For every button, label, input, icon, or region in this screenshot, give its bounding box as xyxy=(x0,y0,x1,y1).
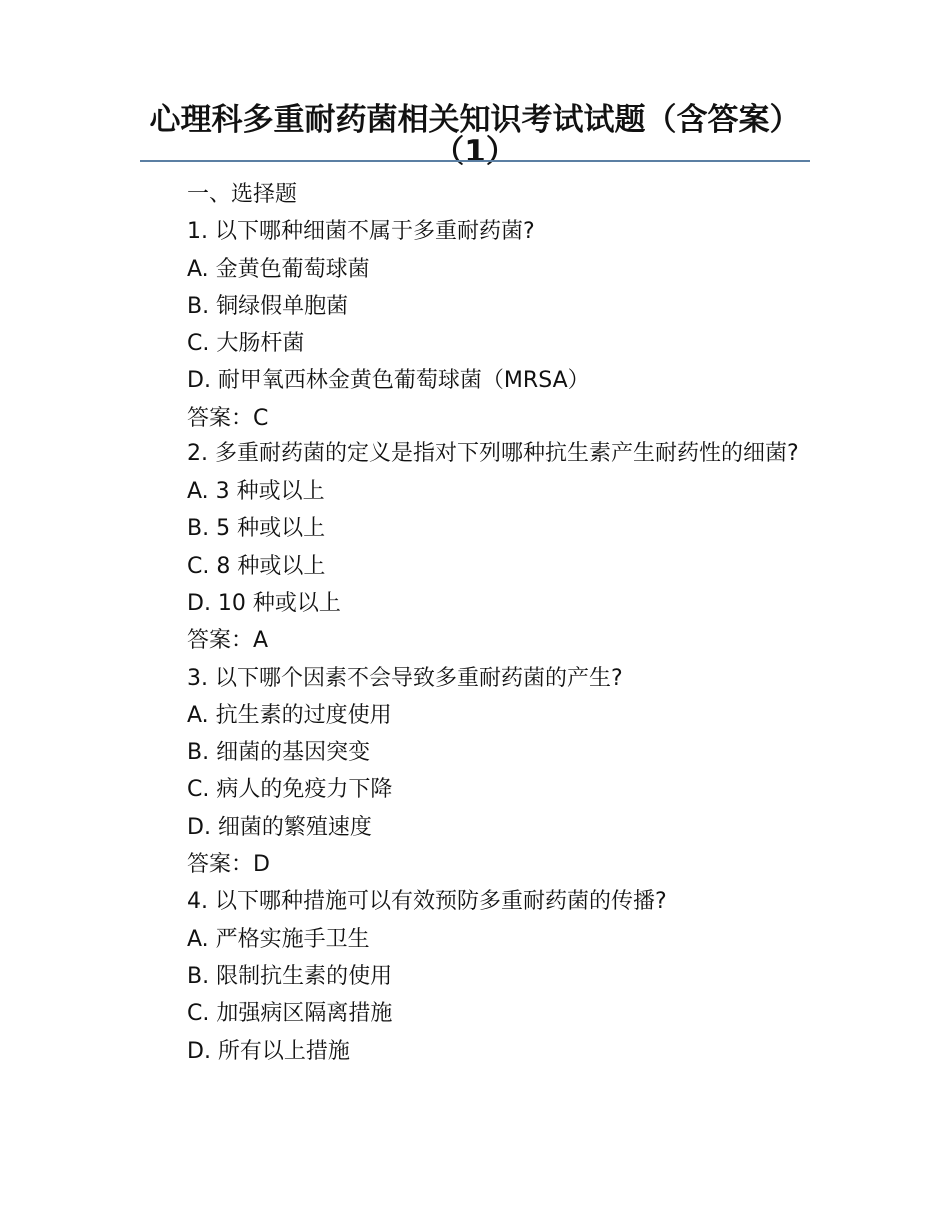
question-3: 3. 以下哪个因素不会导致多重耐药菌的产生? xyxy=(187,665,623,691)
question-2-option-b: B. 5 种或以上 xyxy=(187,516,326,542)
question-2: 2. 多重耐药菌的定义是指对下列哪种抗生素产生耐药性的细菌? xyxy=(187,441,799,467)
title-divider xyxy=(140,160,810,162)
question-2-answer: 答案：A xyxy=(187,628,269,654)
question-3-option-a: A. 抗生素的过度使用 xyxy=(187,702,392,728)
question-4-option-a: A. 严格实施手卫生 xyxy=(187,926,370,952)
question-4-option-c: C. 加强病区隔离措施 xyxy=(187,1001,393,1027)
question-2-option-d: D. 10 种或以上 xyxy=(187,590,341,616)
question-1: 1. 以下哪种细菌不属于多重耐药菌? xyxy=(187,219,535,245)
question-3-option-b: B. 细菌的基因突变 xyxy=(187,740,371,766)
question-1-option-c: C. 大肠杆菌 xyxy=(187,331,305,357)
document-body xyxy=(140,176,810,1070)
section-heading: 一、选择题 xyxy=(187,182,298,207)
document-title: 心理科多重耐药菌相关知识考试试题（含答案）（1） xyxy=(149,102,801,170)
question-3-answer: 答案：D xyxy=(187,852,270,878)
question-4: 4. 以下哪种措施可以有效预防多重耐药菌的传播? xyxy=(187,889,667,915)
question-1-option-b: B. 铜绿假单胞菌 xyxy=(187,293,349,319)
question-2-option-c: C. 8 种或以上 xyxy=(187,553,326,579)
question-3-option-c: C. 病人的免疫力下降 xyxy=(187,777,393,803)
question-4-option-d: D. 所有以上措施 xyxy=(187,1038,350,1064)
question-2-option-a: A. 3 种或以上 xyxy=(187,479,325,505)
question-1-option-a: A. 金黄色葡萄球菌 xyxy=(187,256,370,282)
question-4-option-b: B. 限制抗生素的使用 xyxy=(187,963,393,989)
question-3-option-d: D. 细菌的繁殖速度 xyxy=(187,814,372,840)
question-1-answer: 答案：C xyxy=(187,405,269,431)
question-1-option-d: D. 耐甲氧西林金黄色葡萄球菌（MRSA） xyxy=(187,368,590,394)
